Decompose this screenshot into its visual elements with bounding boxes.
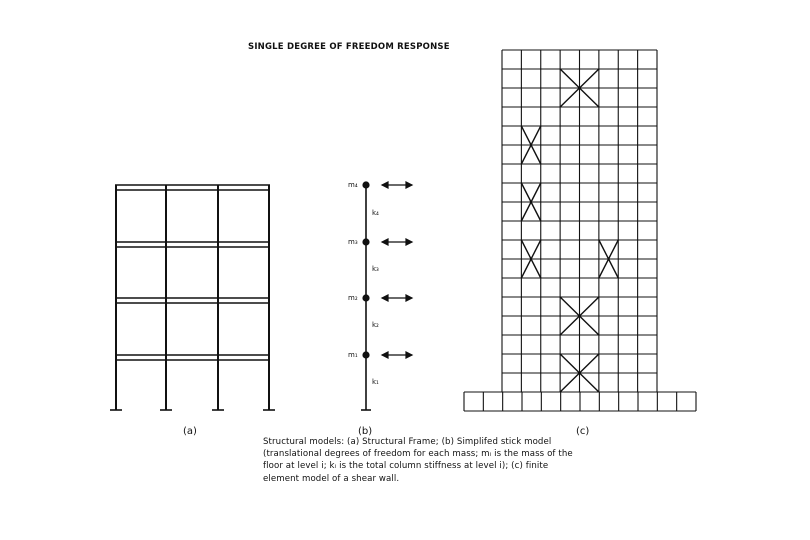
stiffness-label-4: k₄ xyxy=(372,209,379,217)
stiffness-label-1: k₁ xyxy=(372,378,379,386)
frame-floor-slabs xyxy=(115,185,270,360)
mass-node-2 xyxy=(362,294,369,301)
stick-model xyxy=(348,181,412,410)
stiffness-label-2: k₂ xyxy=(372,321,379,329)
stiffness-label-3: k₃ xyxy=(372,265,379,273)
mass-node-3 xyxy=(362,238,369,245)
mass-label-4: m₄ xyxy=(348,181,358,189)
mass-node-1 xyxy=(362,351,369,358)
dof-arrow-3 xyxy=(382,239,412,245)
sublabel-c: (c) xyxy=(576,426,590,437)
figure-caption xyxy=(263,436,688,485)
shear-wall-fe-model xyxy=(464,50,696,411)
mass-label-3: m₃ xyxy=(348,238,358,246)
caption-line: element model of a shear wall. xyxy=(263,473,400,484)
figure-title: SINGLE DEGREE OF FREEDOM RESPONSE xyxy=(248,42,450,52)
dof-arrows xyxy=(382,182,412,358)
caption-line: (translational degrees of freedom for each mass; mᵢ is the mass of the xyxy=(263,449,573,460)
sublabel-a: (a) xyxy=(183,426,197,437)
sublabel-b: (b) xyxy=(358,426,373,437)
dof-arrow-1 xyxy=(382,352,412,358)
structural-frame xyxy=(110,185,275,410)
fe-mesh xyxy=(464,50,696,411)
mass-node-4 xyxy=(362,181,369,188)
fe-braced-panels xyxy=(521,69,618,392)
caption-line: floor at level i; kᵢ is the total column stiffness at level i); (c) finite xyxy=(263,461,549,472)
caption-line: Structural models: (a) Structural Frame; (b) Simplifed stick model xyxy=(263,437,552,447)
dof-arrow-4 xyxy=(382,182,412,188)
mass-label-2: m₂ xyxy=(348,294,358,302)
dof-arrow-2 xyxy=(382,295,412,301)
mass-label-1: m₁ xyxy=(348,351,358,359)
